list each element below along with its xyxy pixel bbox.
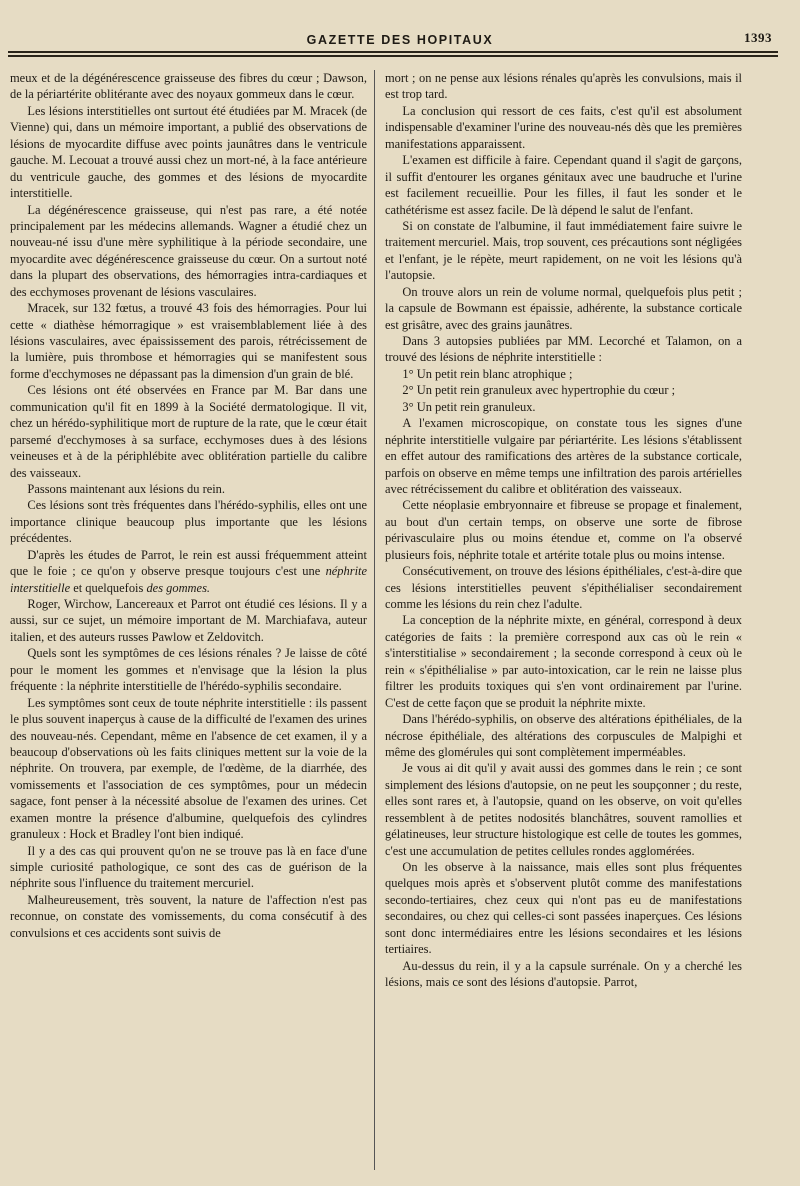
column-divider [374,70,375,1170]
paragraph: Cette néoplasie embryonnaire et fibreuse se propage et finalement, au bout d'un certain temps, on observe une sorte de fibrose périvasculaire plus ou moins étendue et, comme on l'a observé plusieurs fois, néphrite totale et artérite totale plus ou moins intense. [385,498,742,562]
paragraph: La conclusion qui ressort de ces faits, c'est qu'il est absolument indispensable d'examiner l'urine des nouveau-nés dès que les premières manifestations apparaissent. [385,103,742,151]
paragraph: Quels sont les symptômes de ces lésions rénales ? Je laisse de côté pour le moment les gommes et n'envisage que la lésion la plus fréquente : la néphrite interstitielle de l'hérédo-syphilis secondaire. [10,646,367,694]
list-item: 2° Un petit rein granuleux avec hypertrophie du cœur ; [402,383,676,398]
paragraph: Il y a des cas qui prouvent qu'on ne se trouve pas là en face d'une simple curiosité pathologique, ce sont des cas de guérison de la néphrite sous l'influence du traitement mercuriel. [10,843,367,891]
paragraph: Mracek, sur 132 fœtus, a trouvé 43 fois des hémorragies. Pour lui cette « diathèse hémorragique » est vraisemblablement liée à des lésions vasculaires, avec épaississement des parois, rétrécissement de la lumière, puis thrombose et hémorragies qui se manifestent sous forme d'ecchymoses ne dépassant pas la dimension d'un grain de blé. [10,301,367,381]
paragraph: On trouve alors un rein de volume normal, quelquefois plus petit ; la capsule de Bowmann est épaissie, adhérente, la substance corticale est grisâtre, avec des grains jaunâtres. [385,284,742,332]
paragraph: L'examen est difficile à faire. Cependant quand il s'agit de garçons, il suffit d'entourer les organes génitaux avec une baudruche et l'urine est facilement recueillie. Pour les filles, il faut les sonder et le cathétérisme est assez facile. De là dépend le salut de l'enfant. [385,153,742,217]
paragraph: A l'examen microscopique, on constate tous les signes d'une néphrite interstitielle vulgaire par périartérite. Les lésions s'établissent en effet autour des ramifications des artères de la substance corticale, parfois on observe en même temps une infiltration des parois artérielles avec rétrécissement du calibre et oblitération des vaisseaux. [385,416,742,496]
italic-term: néphrite interstitielle [10,564,367,595]
paragraph: La dégénérescence graisseuse, qui n'est pas rare, a été notée principalement par les médecins allemands. Wagner a étudié chez un nouveau-né issu d'une mère syphilitique à la période secondaire, une myocardite avec dégénérescence graisseuse du cœur. On a surtout noté dans la plupart des observations, des hémorragies intra-cardiaques et des ecchymoses provenant de lésions vasculaires. [10,202,367,299]
paragraph: Les lésions interstitielles ont surtout été étudiées par M. Mracek (de Vienne) qui, dans un mémoire important, a publié des observations de lésions de myocardite diffuse avec points jaunâtres dans le ventricule gauche. M. Lecouat a trouvé aussi chez un mort-né, à la face antérieure du ventricule gauche, des gommes et des lésions de myocardite interstitielle. [10,103,367,201]
paragraph: Roger, Wirchow, Lancereaux et Parrot ont étudié ces lésions. Il y a aussi, sur ce sujet, un mémoire important de M. Marchiafava, auteur italien, et des auteurs russes Pawlow et Zeldovitch. [10,597,367,644]
running-title: GAZETTE DES HOPITAUX [306,33,494,47]
paragraph: Dans 3 autopsies publiées par MM. Lecorché et Talamon, on a trouvé des lésions de néphrite interstitielle : [385,334,742,365]
paragraph: meux et de la dégénérescence graisseuse des fibres du cœur ; Dawson, de la périartérite oblitérante avec des noyaux gommeux dans le cœur. [10,71,367,102]
paragraph: mort ; on ne pense aux lésions rénales qu'après les convulsions, mais il est trop tard. [385,71,742,102]
paragraph: Je vous ai dit qu'il y avait aussi des gommes dans le rein ; ce sont simplement des lésions d'autopsie, on ne peut les soupçonner ; du reste, elles sont rares et, à l'autopsie, quand on les observe, on voit qu'elles ressemblent à de petites nodosités blanchâtres, souvent ramollies et gélatineuses, leur structure histologique est celle de toutes les gommes, c'est une accumulation de petites cellules rondes agglomérées. [385,761,742,858]
list-item: 1° Un petit rein blanc atrophique ; [402,366,573,381]
page-number: 1393 [744,30,772,45]
paragraph: Passons maintenant aux lésions du rein. [27,481,226,496]
italic-term: des gommes. [146,580,211,595]
list-item: 3° Un petit rein granuleux. [402,399,536,414]
paragraph: Malheureusement, très souvent, la nature de l'affection n'est pas reconnue, on constate des vomissements, du coma consécutif à des convulsions et ces accidents sont suivis de [10,892,367,940]
paragraph: Ces lésions sont très fréquentes dans l'hérédo-syphilis, elles ont une importance clinique beaucoup plus importante que les lésions précédentes. [10,498,367,546]
header-rule-thin [8,51,778,53]
paragraph: Au-dessus du rein, il y a la capsule surrénale. On y a cherché les lésions, mais ce sont des lésions d'autopsie. Parrot, [385,958,742,990]
paragraph: Consécutivement, on trouve des lésions épithéliales, c'est-à-dire que ces lésions interstitielles peuvent s'épithélialiser secondairement comme les lésions du rein chez l'adulte. [385,564,742,611]
paragraph: La conception de la néphrite mixte, en général, correspond à deux catégories de faits : la première correspond aux cas où le rein « s'interstitialise » secondairement ; la seconde correspond à ceux où le rein « s'épithélialise » par auto-intoxication, car le rein ne laisse plus filtrer les produits toxiques qui s'en vont ordinairement par l'urine. C'est de cette façon que se produit la néphrite mixte. [385,613,742,710]
paragraph: Les symptômes sont ceux de toute néphrite interstitielle : ils passent le plus souvent inaperçus à cause de la difficulté de l'examen des urines des nouveau-nés. Cependant, même en l'absence de cet examen, il y a beaucoup d'observations où les faits cliniques mettent sur la voie de la néphrite. On trouvera, par exemple, de l'œdème, de la diarrhée, des vomissements et l'association de ces symptômes, pour un médecin sagace, font penser à la nécessité absolue de l'examen des urines. Cet examen montre la présence d'albumine, quelquefois des cylindres granuleux : Hock et Bradley l'ont bien indiqué. [10,695,367,842]
paragraph: Si on constate de l'albumine, il faut immédiatement faire suivre le traitement mercuriel. Mais, trop souvent, ces précautions sont négligées et l'enfant, je le répète, meurt rapidement, on ne voit les lésions qu'à l'autopsie. [385,218,742,283]
paragraph: On les observe à la naissance, mais elles sont plus fréquentes quelques mois après et s'observent plutôt comme des manifestations secondo-tertiaires, chez ceux qui n'ont pas eu de manifestations secondaires, ou chez qui celles-ci sont passées inaperçues. Ces lésions sont donc intermédiaires entre les lésions secondaires et les lésions tertiaires. [385,860,742,957]
right-column [385,70,742,1176]
text-run: et quelquefois [73,580,144,595]
paragraph [10,547,367,596]
paragraph: Dans l'hérédo-syphilis, on observe des altérations épithéliales, de la nécrose épithéliale, des altérations des corpuscules de Malpighi et même des glomérules qui sont complètement imperméables. [385,712,742,759]
paragraph: Ces lésions ont été observées en France par M. Bar dans une communication qu'il fit en 1899 à la Société dermatologique. Il vit, chez un hérédo-syphilitique mort de rupture de la rate, que le cœur était parsemé d'ecchymoses à sa surface, ecchymoses dues à des lésions veineuses et à de la périphlébite avec oblitération partielle du calibre des vaisseaux. [10,383,367,480]
page-header [0,0,800,60]
left-column [10,70,367,1176]
text-run: D'après les études de Parrot, le rein est aussi fréquemment atteint que le foie ; ce qu'on y observe presque toujours c'est une [10,547,367,579]
header-rule-thick [8,55,778,57]
